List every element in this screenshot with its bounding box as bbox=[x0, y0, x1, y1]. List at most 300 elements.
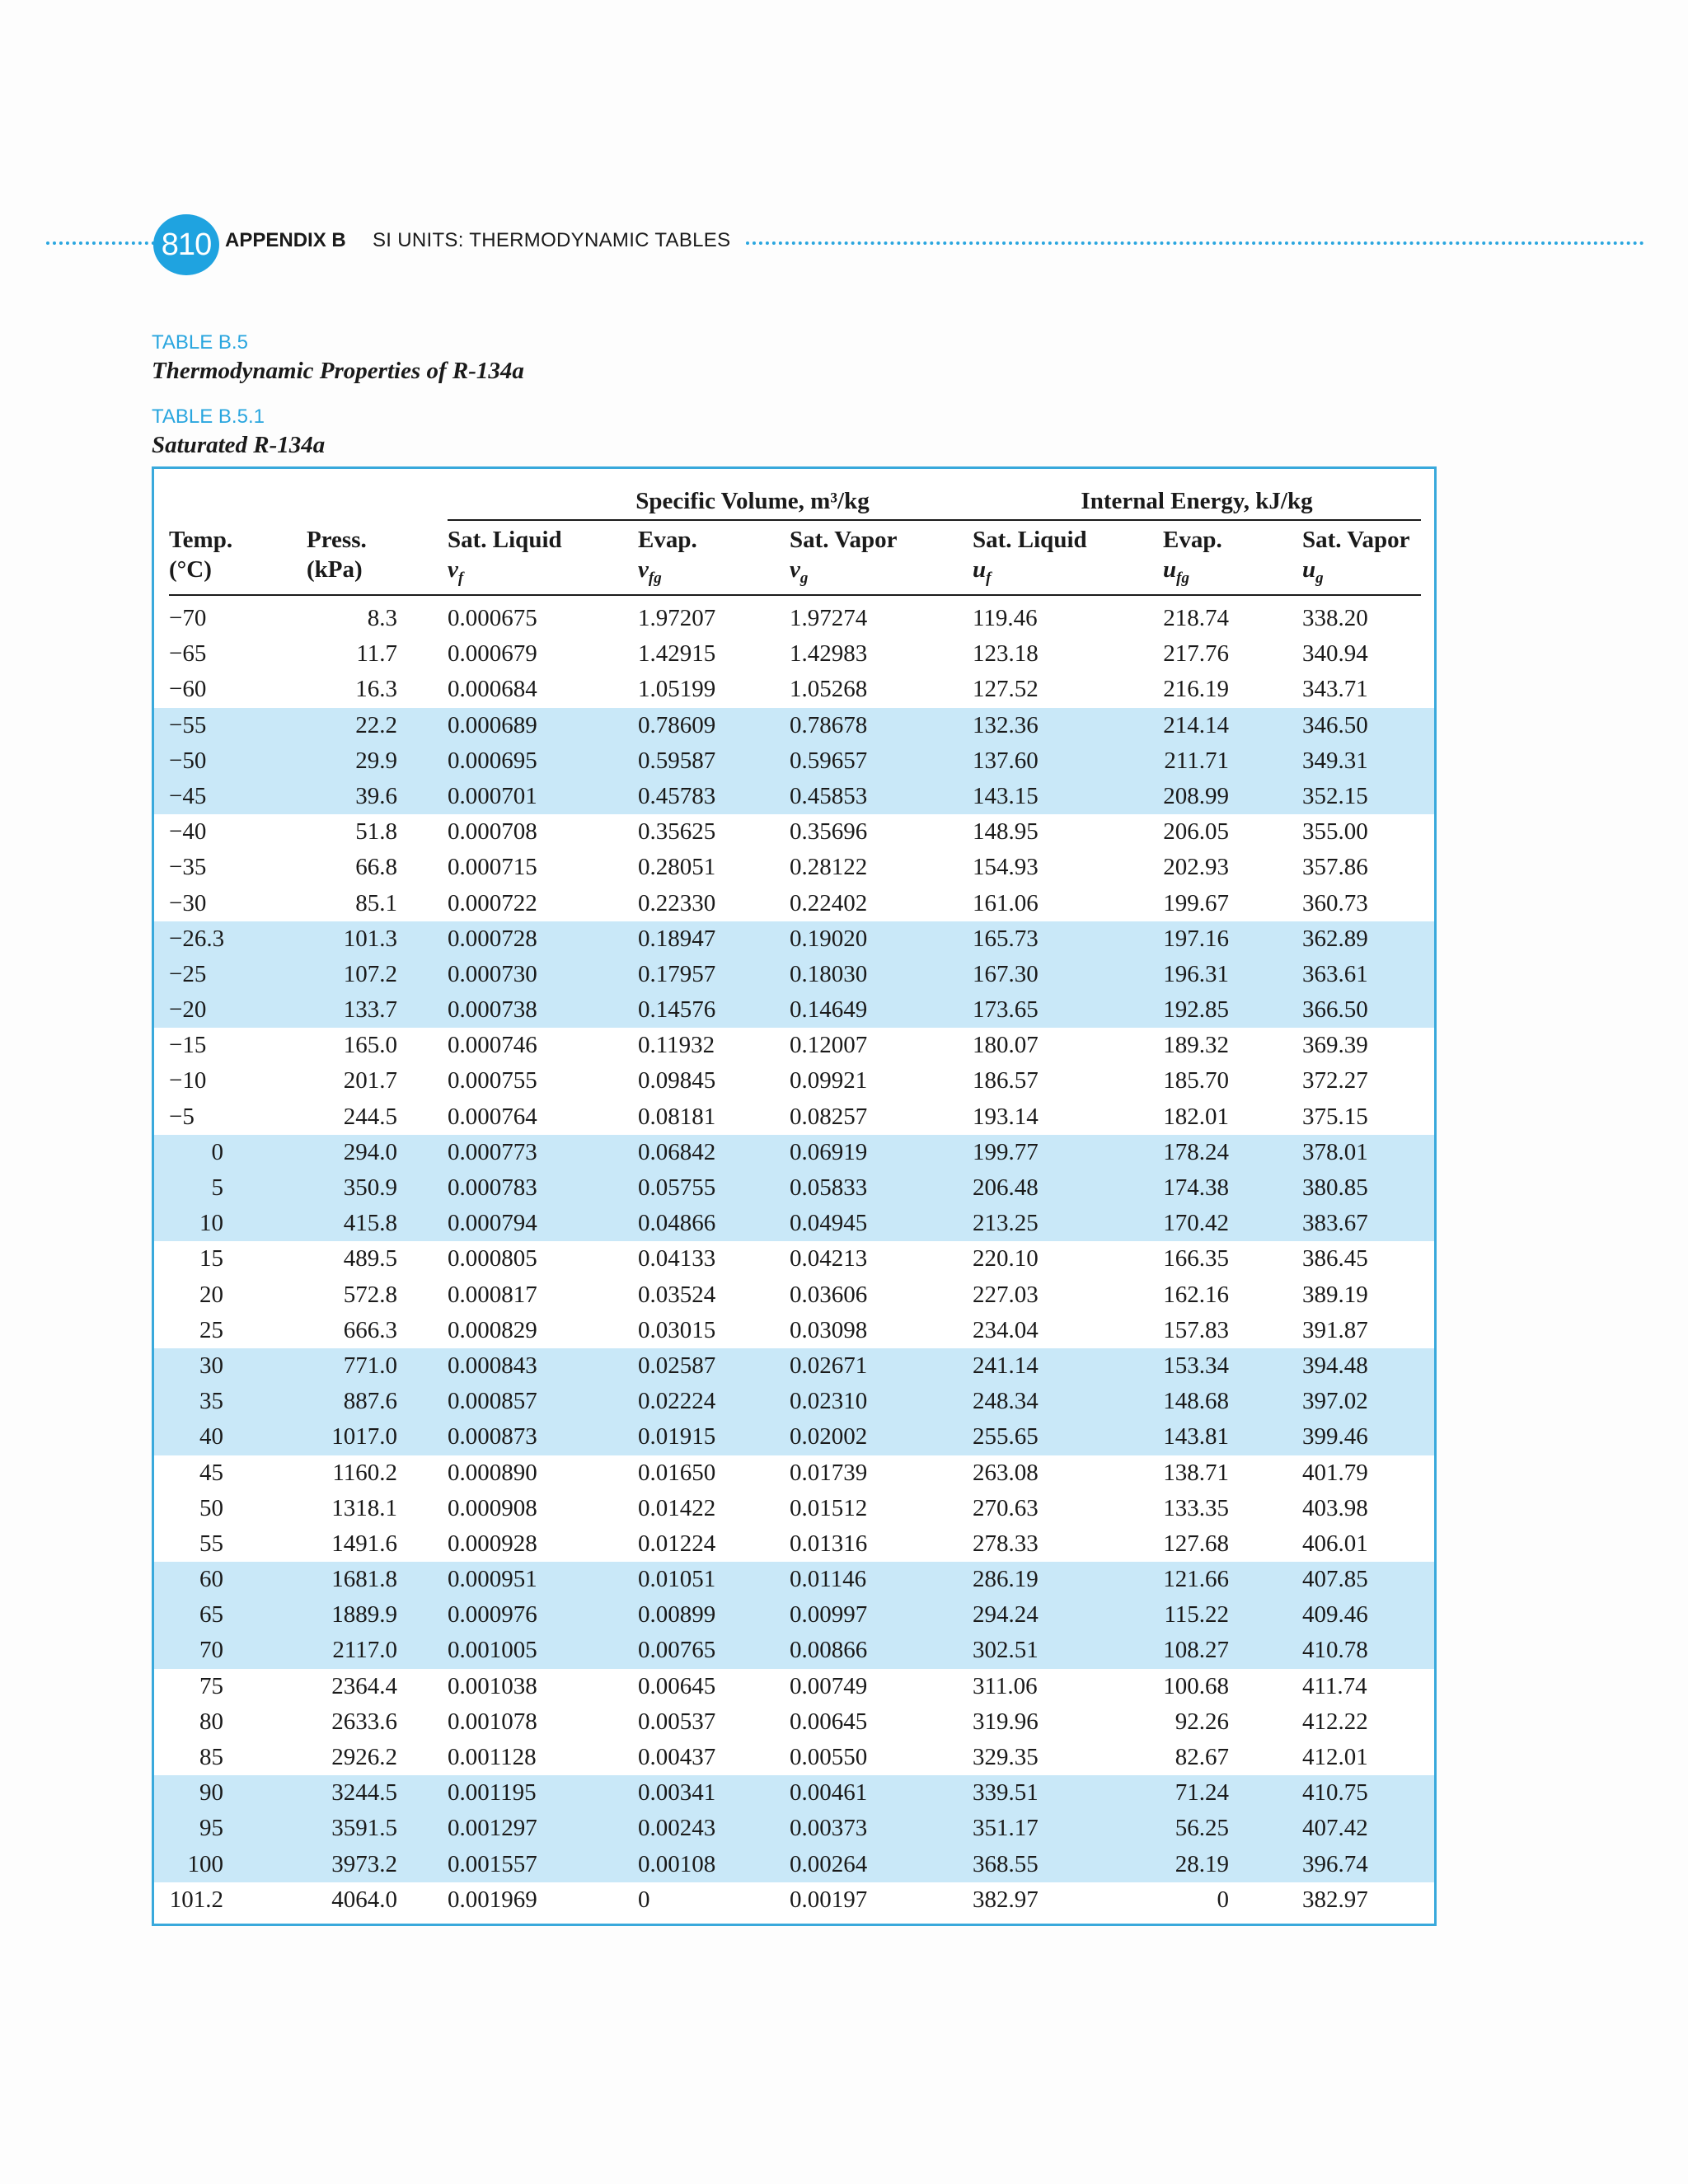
column-header-vg-line1: Sat. Vapor bbox=[790, 527, 898, 553]
cell-uf: 278.33 bbox=[973, 1530, 1039, 1557]
table-row bbox=[154, 1241, 1434, 1277]
cell-temp: −65 bbox=[169, 640, 207, 668]
table-body bbox=[154, 601, 1434, 1918]
cell-ufg: 197.16 bbox=[1163, 925, 1229, 952]
cell-temp: −5 bbox=[169, 1103, 195, 1130]
cell-temp: 5 bbox=[211, 1174, 223, 1201]
table-row bbox=[154, 1491, 1434, 1526]
cell-vg: 0.28122 bbox=[790, 854, 868, 881]
cell-uf: 119.46 bbox=[973, 605, 1038, 631]
cell-press: 350.9 bbox=[343, 1174, 397, 1201]
column-header-vf-symbol bbox=[448, 555, 562, 593]
table-b5-label: TABLE B.5 bbox=[152, 331, 248, 354]
table-row bbox=[154, 743, 1434, 779]
column-header-vfg-symbol bbox=[638, 555, 697, 593]
cell-vf: 0.000783 bbox=[448, 1174, 537, 1201]
cell-vfg: 0.00899 bbox=[638, 1601, 716, 1629]
cell-vf: 0.000689 bbox=[448, 711, 537, 738]
cell-vf: 0.001038 bbox=[448, 1672, 537, 1699]
cell-vfg: 0.17957 bbox=[638, 960, 716, 987]
vf-sym: v bbox=[448, 556, 458, 583]
cell-temp: 50 bbox=[199, 1494, 223, 1521]
cell-temp: 35 bbox=[199, 1388, 223, 1415]
table-row bbox=[154, 1847, 1434, 1882]
cell-temp: 30 bbox=[199, 1352, 223, 1379]
uf-sym: u bbox=[973, 556, 987, 583]
column-header-ug-line1: Sat. Vapor bbox=[1302, 527, 1410, 553]
table-row bbox=[154, 601, 1434, 636]
cell-uf: 329.35 bbox=[973, 1744, 1039, 1770]
cell-uf: 167.30 bbox=[973, 960, 1039, 987]
cell-vfg: 0.00341 bbox=[638, 1779, 716, 1807]
cell-vf: 0.000738 bbox=[448, 996, 537, 1024]
cell-ug: 401.79 bbox=[1302, 1459, 1368, 1486]
table-row bbox=[154, 1811, 1434, 1846]
cell-vfg: 0.00437 bbox=[638, 1744, 716, 1770]
cell-ug: 391.87 bbox=[1302, 1316, 1368, 1343]
cell-ug: 362.89 bbox=[1302, 925, 1368, 952]
cell-vg: 0.03606 bbox=[790, 1281, 868, 1308]
cell-uf: 148.95 bbox=[973, 818, 1039, 846]
ug-sym: u bbox=[1302, 556, 1316, 583]
cell-vfg: 0.01915 bbox=[638, 1423, 716, 1451]
cell-press: 3973.2 bbox=[331, 1850, 397, 1877]
cell-press: 29.9 bbox=[355, 747, 397, 774]
cell-temp: 55 bbox=[199, 1530, 223, 1557]
cell-ug: 378.01 bbox=[1302, 1138, 1368, 1165]
table-row bbox=[154, 1099, 1434, 1135]
cell-vg: 0.00866 bbox=[790, 1637, 868, 1664]
column-header-vfg-line1: Evap. bbox=[638, 527, 697, 553]
table-row bbox=[154, 1170, 1434, 1206]
cell-vf: 0.000829 bbox=[448, 1316, 537, 1343]
cell-vg: 0.35696 bbox=[790, 818, 868, 846]
cell-vg: 0.05833 bbox=[790, 1174, 868, 1201]
cell-ug: 369.39 bbox=[1302, 1032, 1368, 1059]
vf-sub: f bbox=[457, 569, 464, 587]
table-row bbox=[154, 886, 1434, 921]
cell-press: 887.6 bbox=[343, 1388, 397, 1415]
cell-uf: 165.73 bbox=[973, 925, 1039, 952]
cell-ufg: 216.19 bbox=[1163, 676, 1229, 703]
cell-press: 51.8 bbox=[355, 818, 397, 846]
cell-uf: 294.24 bbox=[973, 1601, 1039, 1629]
cell-vg: 0.14649 bbox=[790, 996, 868, 1024]
cell-vf: 0.000928 bbox=[448, 1530, 537, 1557]
cell-vfg: 0.06842 bbox=[638, 1138, 716, 1165]
cell-uf: 213.25 bbox=[973, 1210, 1039, 1237]
table-row bbox=[154, 1028, 1434, 1063]
cell-ug: 403.98 bbox=[1302, 1494, 1368, 1521]
cell-temp: −26.3 bbox=[169, 925, 225, 952]
group-header-specific-volume: Specific Volume, m³/kg bbox=[635, 488, 870, 514]
cell-ufg: 0 bbox=[1217, 1886, 1229, 1913]
cell-vf: 0.000675 bbox=[448, 605, 537, 631]
table-row bbox=[154, 1206, 1434, 1241]
cell-ufg: 82.67 bbox=[1175, 1744, 1229, 1770]
cell-press: 16.3 bbox=[355, 676, 397, 703]
cell-vf: 0.000695 bbox=[448, 747, 537, 774]
cell-vg: 0.00550 bbox=[790, 1744, 868, 1770]
cell-uf: 137.60 bbox=[973, 747, 1039, 774]
column-header-ufg bbox=[1163, 525, 1222, 593]
cell-uf: 206.48 bbox=[973, 1174, 1039, 1201]
cell-press: 4064.0 bbox=[331, 1886, 397, 1913]
cell-ufg: 208.99 bbox=[1163, 782, 1229, 809]
cell-press: 2364.4 bbox=[331, 1672, 397, 1699]
cell-press: 1318.1 bbox=[331, 1494, 397, 1521]
cell-ufg: 217.76 bbox=[1163, 640, 1229, 668]
cell-uf: 143.15 bbox=[973, 782, 1039, 809]
cell-vg: 0.06919 bbox=[790, 1138, 868, 1165]
cell-ug: 407.85 bbox=[1302, 1566, 1368, 1593]
cell-temp: −25 bbox=[169, 960, 207, 987]
cell-ug: 382.97 bbox=[1302, 1886, 1368, 1913]
cell-ug: 372.27 bbox=[1302, 1067, 1368, 1094]
cell-temp: 90 bbox=[199, 1779, 223, 1807]
cell-vfg: 0.35625 bbox=[638, 818, 716, 846]
cell-vg: 0.02671 bbox=[790, 1352, 868, 1379]
cell-temp: 25 bbox=[199, 1316, 223, 1343]
cell-vfg: 0.11932 bbox=[638, 1032, 715, 1059]
cell-ufg: 214.14 bbox=[1163, 711, 1229, 738]
cell-vf: 0.001005 bbox=[448, 1637, 537, 1664]
cell-vf: 0.000857 bbox=[448, 1388, 537, 1415]
column-header-uf-symbol bbox=[973, 555, 1087, 593]
header-dotted-rule-right bbox=[746, 241, 1644, 245]
cell-ug: 340.94 bbox=[1302, 640, 1368, 668]
cell-press: 39.6 bbox=[355, 782, 397, 809]
cell-vg: 0.78678 bbox=[790, 711, 868, 738]
cell-vf: 0.001969 bbox=[448, 1886, 537, 1913]
table-row bbox=[154, 814, 1434, 850]
cell-uf: 127.52 bbox=[973, 676, 1039, 703]
cell-temp: −60 bbox=[169, 676, 207, 703]
vfg-sym: v bbox=[638, 556, 649, 583]
cell-uf: 173.65 bbox=[973, 996, 1039, 1024]
cell-ug: 355.00 bbox=[1302, 818, 1368, 846]
column-header-vfg bbox=[638, 525, 697, 593]
cell-temp: −10 bbox=[169, 1067, 207, 1094]
cell-ug: 407.42 bbox=[1302, 1815, 1368, 1842]
cell-uf: 186.57 bbox=[973, 1067, 1039, 1094]
cell-ufg: 157.83 bbox=[1163, 1316, 1229, 1343]
cell-ug: 397.02 bbox=[1302, 1388, 1368, 1415]
cell-ufg: 170.42 bbox=[1163, 1210, 1229, 1237]
cell-ufg: 28.19 bbox=[1175, 1850, 1229, 1877]
cell-press: 294.0 bbox=[343, 1138, 397, 1165]
cell-uf: 241.14 bbox=[973, 1352, 1039, 1379]
cell-ug: 409.46 bbox=[1302, 1601, 1368, 1629]
cell-vg: 0.04945 bbox=[790, 1210, 868, 1237]
vg-sym: v bbox=[790, 556, 800, 583]
cell-uf: 270.63 bbox=[973, 1494, 1039, 1521]
column-header-temp-line1: Temp. bbox=[169, 527, 233, 553]
cell-uf: 368.55 bbox=[973, 1850, 1039, 1877]
cell-vf: 0.000701 bbox=[448, 782, 537, 809]
cell-vfg: 0.01422 bbox=[638, 1494, 716, 1521]
cell-ufg: 199.67 bbox=[1163, 889, 1229, 916]
cell-uf: 339.51 bbox=[973, 1779, 1039, 1807]
cell-press: 22.2 bbox=[355, 711, 397, 738]
cell-uf: 180.07 bbox=[973, 1032, 1039, 1059]
cell-uf: 220.10 bbox=[973, 1245, 1039, 1272]
cell-press: 3591.5 bbox=[331, 1815, 397, 1842]
cell-vfg: 1.42915 bbox=[638, 640, 716, 668]
table-row bbox=[154, 1277, 1434, 1313]
cell-vf: 0.001195 bbox=[448, 1779, 537, 1807]
cell-press: 11.7 bbox=[356, 640, 397, 668]
cell-vf: 0.000755 bbox=[448, 1067, 537, 1094]
table-row bbox=[154, 1455, 1434, 1491]
cell-vfg: 0.00645 bbox=[638, 1672, 716, 1699]
column-header-ufg-line1: Evap. bbox=[1163, 527, 1222, 553]
cell-ufg: 202.93 bbox=[1163, 854, 1229, 881]
cell-temp: 101.2 bbox=[169, 1886, 223, 1913]
table-row bbox=[154, 992, 1434, 1028]
table-b5-caption: Thermodynamic Properties of R-134a bbox=[152, 358, 524, 384]
column-header-ug-symbol bbox=[1302, 555, 1410, 593]
column-header-uf bbox=[973, 525, 1087, 593]
cell-press: 572.8 bbox=[343, 1281, 397, 1308]
group-rule-specific-volume bbox=[448, 519, 1057, 521]
cell-vfg: 0.00243 bbox=[638, 1815, 716, 1842]
cell-vf: 0.000746 bbox=[448, 1032, 537, 1059]
cell-temp: 75 bbox=[199, 1672, 223, 1699]
cell-press: 165.0 bbox=[343, 1032, 397, 1059]
cell-vg: 0.19020 bbox=[790, 925, 868, 952]
column-header-uf-line1: Sat. Liquid bbox=[973, 527, 1087, 553]
cell-ug: 380.85 bbox=[1302, 1174, 1368, 1201]
column-header-vf-line1: Sat. Liquid bbox=[448, 527, 562, 553]
cell-ug: 396.74 bbox=[1302, 1850, 1368, 1877]
appendix-title: SI UNITS: THERMODYNAMIC TABLES bbox=[373, 229, 731, 251]
cell-vfg: 1.97207 bbox=[638, 605, 716, 631]
cell-vf: 0.000715 bbox=[448, 854, 537, 881]
column-header-press-line1: Press. bbox=[307, 527, 367, 553]
vg-sub: g bbox=[799, 569, 809, 587]
cell-vfg: 0.01650 bbox=[638, 1459, 716, 1486]
table-row bbox=[154, 672, 1434, 707]
cell-temp: 95 bbox=[199, 1815, 223, 1842]
cell-press: 2117.0 bbox=[332, 1637, 397, 1664]
cell-uf: 154.93 bbox=[973, 854, 1039, 881]
table-row bbox=[154, 1313, 1434, 1348]
cell-uf: 132.36 bbox=[973, 711, 1039, 738]
column-header-ufg-symbol bbox=[1163, 555, 1222, 593]
cell-temp: 60 bbox=[199, 1566, 223, 1593]
table-row bbox=[154, 1135, 1434, 1170]
cell-ufg: 218.74 bbox=[1163, 605, 1229, 631]
cell-press: 415.8 bbox=[343, 1210, 397, 1237]
cell-ufg: 166.35 bbox=[1163, 1245, 1229, 1272]
cell-vg: 0.04213 bbox=[790, 1245, 868, 1272]
cell-ufg: 108.27 bbox=[1163, 1637, 1229, 1664]
cell-vg: 1.05268 bbox=[790, 676, 868, 703]
cell-vg: 0.00749 bbox=[790, 1672, 868, 1699]
cell-vfg: 0.03524 bbox=[638, 1281, 716, 1308]
column-header-press bbox=[307, 525, 367, 584]
cell-vfg: 0.00108 bbox=[638, 1850, 716, 1877]
cell-temp: −50 bbox=[169, 747, 207, 774]
table-row bbox=[154, 1704, 1434, 1740]
cell-vg: 1.42983 bbox=[790, 640, 868, 668]
cell-vfg: 0.00765 bbox=[638, 1637, 716, 1664]
cell-temp: 65 bbox=[199, 1601, 223, 1629]
page-number-badge: 810 bbox=[153, 214, 219, 275]
cell-vf: 0.000951 bbox=[448, 1566, 537, 1593]
cell-vfg: 0.78609 bbox=[638, 711, 716, 738]
cell-ug: 352.15 bbox=[1302, 782, 1368, 809]
cell-ug: 343.71 bbox=[1302, 676, 1368, 703]
cell-vg: 1.97274 bbox=[790, 605, 868, 631]
cell-ufg: 211.71 bbox=[1164, 747, 1229, 774]
cell-vf: 0.000908 bbox=[448, 1494, 537, 1521]
cell-vg: 0.00264 bbox=[790, 1850, 868, 1877]
cell-vf: 0.001078 bbox=[448, 1708, 537, 1735]
cell-press: 8.3 bbox=[367, 605, 397, 631]
cell-ufg: 127.68 bbox=[1163, 1530, 1229, 1557]
cell-ug: 360.73 bbox=[1302, 889, 1368, 916]
cell-uf: 123.18 bbox=[973, 640, 1039, 668]
cell-ufg: 56.25 bbox=[1175, 1815, 1229, 1842]
cell-vg: 0.00373 bbox=[790, 1815, 868, 1842]
table-row bbox=[154, 779, 1434, 814]
cell-ufg: 189.32 bbox=[1163, 1032, 1229, 1059]
cell-press: 244.5 bbox=[343, 1103, 397, 1130]
cell-vf: 0.000679 bbox=[448, 640, 537, 668]
cell-ug: 399.46 bbox=[1302, 1423, 1368, 1451]
cell-temp: 85 bbox=[199, 1744, 223, 1770]
table-row bbox=[154, 1348, 1434, 1384]
table-row bbox=[154, 636, 1434, 672]
cell-vfg: 0.00537 bbox=[638, 1708, 716, 1735]
table-b51-caption: Saturated R-134a bbox=[152, 432, 326, 458]
cell-ufg: 153.34 bbox=[1163, 1352, 1229, 1379]
cell-vf: 0.000794 bbox=[448, 1210, 537, 1237]
cell-ufg: 196.31 bbox=[1163, 960, 1229, 987]
cell-press: 101.3 bbox=[343, 925, 397, 952]
table-row bbox=[154, 1384, 1434, 1419]
cell-ufg: 92.26 bbox=[1175, 1708, 1229, 1735]
cell-vf: 0.000817 bbox=[448, 1281, 537, 1308]
cell-vg: 0.22402 bbox=[790, 889, 868, 916]
cell-vfg: 0 bbox=[638, 1886, 650, 1913]
table-row bbox=[154, 1775, 1434, 1811]
cell-press: 489.5 bbox=[343, 1245, 397, 1272]
table-row bbox=[154, 1597, 1434, 1633]
column-header-press-line2: (kPa) bbox=[307, 556, 363, 583]
ug-sub: g bbox=[1315, 569, 1324, 587]
cell-vf: 0.000976 bbox=[448, 1601, 537, 1629]
column-header-vg bbox=[790, 525, 898, 593]
cell-vf: 0.000890 bbox=[448, 1459, 537, 1486]
cell-uf: 286.19 bbox=[973, 1566, 1039, 1593]
cell-temp: 80 bbox=[199, 1708, 223, 1735]
cell-ug: 363.61 bbox=[1302, 960, 1368, 987]
cell-press: 1017.0 bbox=[331, 1423, 397, 1451]
header-rule bbox=[169, 594, 1421, 596]
cell-ug: 410.78 bbox=[1302, 1637, 1368, 1664]
cell-press: 1681.8 bbox=[331, 1566, 397, 1593]
cell-uf: 311.06 bbox=[973, 1672, 1038, 1699]
cell-ufg: 185.70 bbox=[1163, 1067, 1229, 1094]
cell-press: 2633.6 bbox=[331, 1708, 397, 1735]
cell-vg: 0.01739 bbox=[790, 1459, 868, 1486]
table-row bbox=[154, 1740, 1434, 1775]
cell-vfg: 0.02224 bbox=[638, 1388, 716, 1415]
table-row bbox=[154, 708, 1434, 743]
cell-vfg: 0.02587 bbox=[638, 1352, 716, 1379]
cell-ufg: 192.85 bbox=[1163, 996, 1229, 1024]
cell-vg: 0.02002 bbox=[790, 1423, 868, 1451]
column-header-ug bbox=[1302, 525, 1410, 593]
cell-vg: 0.00461 bbox=[790, 1779, 868, 1807]
cell-ug: 394.48 bbox=[1302, 1352, 1368, 1379]
cell-ug: 411.74 bbox=[1302, 1672, 1367, 1699]
cell-temp: −35 bbox=[169, 854, 207, 881]
cell-uf: 351.17 bbox=[973, 1815, 1039, 1842]
cell-vg: 0.18030 bbox=[790, 960, 868, 987]
cell-ufg: 133.35 bbox=[1163, 1494, 1229, 1521]
page-header bbox=[0, 214, 1688, 275]
cell-vfg: 0.18947 bbox=[638, 925, 716, 952]
ufg-sym: u bbox=[1163, 556, 1177, 583]
cell-press: 107.2 bbox=[343, 960, 397, 987]
cell-vg: 0.00645 bbox=[790, 1708, 868, 1735]
cell-vg: 0.02310 bbox=[790, 1388, 868, 1415]
cell-press: 666.3 bbox=[343, 1316, 397, 1343]
cell-uf: 248.34 bbox=[973, 1388, 1039, 1415]
cell-vfg: 0.28051 bbox=[638, 854, 716, 881]
cell-temp: −70 bbox=[169, 605, 207, 631]
cell-ug: 346.50 bbox=[1302, 711, 1368, 738]
appendix-label: APPENDIX B bbox=[225, 229, 346, 251]
cell-ug: 375.15 bbox=[1302, 1103, 1368, 1130]
cell-vf: 0.001128 bbox=[448, 1744, 537, 1770]
table-row bbox=[154, 1562, 1434, 1597]
cell-vfg: 0.14576 bbox=[638, 996, 716, 1024]
group-rule-internal-energy bbox=[970, 519, 1421, 521]
cell-ufg: 178.24 bbox=[1163, 1138, 1229, 1165]
cell-vg: 0.09921 bbox=[790, 1067, 868, 1094]
cell-temp: 100 bbox=[187, 1850, 223, 1877]
cell-uf: 382.97 bbox=[973, 1886, 1039, 1913]
cell-temp: 40 bbox=[199, 1423, 223, 1451]
cell-vg: 0.03098 bbox=[790, 1316, 868, 1343]
cell-ug: 349.31 bbox=[1302, 747, 1368, 774]
cell-vfg: 0.59587 bbox=[638, 747, 716, 774]
header-dotted-rule-left bbox=[46, 241, 155, 245]
cell-temp: −30 bbox=[169, 889, 207, 916]
cell-ufg: 162.16 bbox=[1163, 1281, 1229, 1308]
cell-temp: −20 bbox=[169, 996, 207, 1024]
cell-ug: 338.20 bbox=[1302, 605, 1368, 631]
cell-ufg: 143.81 bbox=[1163, 1423, 1229, 1451]
cell-vfg: 0.45783 bbox=[638, 782, 716, 809]
cell-press: 771.0 bbox=[343, 1352, 397, 1379]
cell-vf: 0.000773 bbox=[448, 1138, 537, 1165]
cell-vf: 0.000873 bbox=[448, 1423, 537, 1451]
cell-temp: −45 bbox=[169, 782, 207, 809]
cell-temp: 10 bbox=[199, 1210, 223, 1237]
cell-temp: 45 bbox=[199, 1459, 223, 1486]
cell-vg: 0.59657 bbox=[790, 747, 868, 774]
cell-vfg: 0.22330 bbox=[638, 889, 716, 916]
cell-ufg: 206.05 bbox=[1163, 818, 1229, 846]
cell-uf: 161.06 bbox=[973, 889, 1039, 916]
table-b51-label: TABLE B.5.1 bbox=[152, 405, 265, 428]
